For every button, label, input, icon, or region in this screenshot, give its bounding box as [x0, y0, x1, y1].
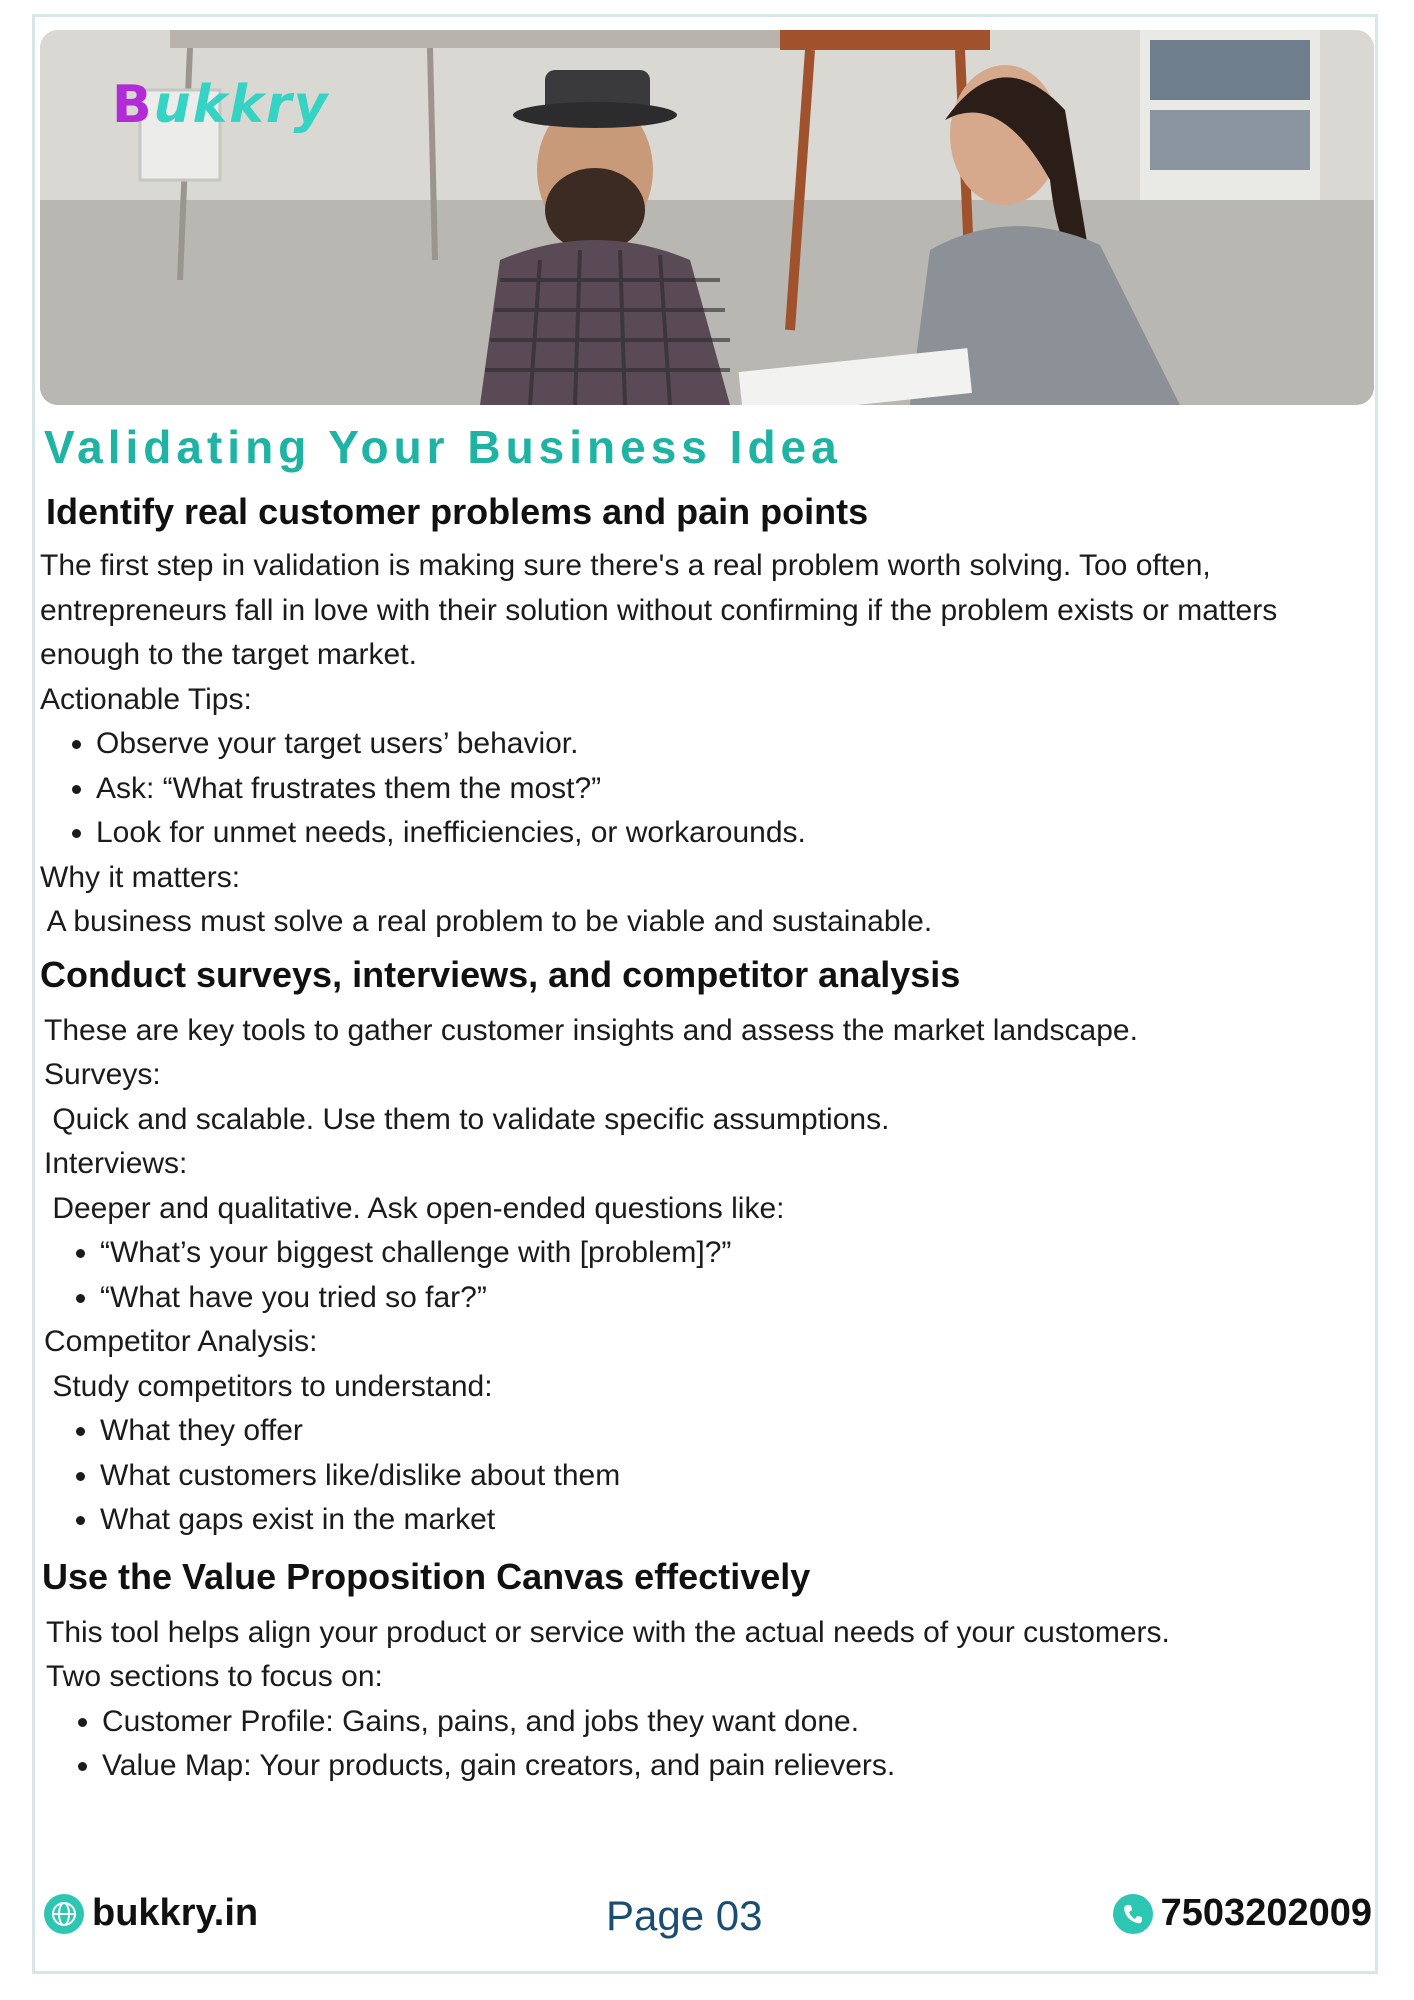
tips-list: [40, 722, 1370, 856]
website-link[interactable]: bukkry.in: [92, 1892, 259, 1934]
why-label: Why it matters:: [40, 860, 241, 894]
list-item: • What they offer: [100, 1409, 1370, 1454]
globe-icon: [44, 1894, 84, 1934]
section-research: [44, 1009, 1370, 1543]
phone-number[interactable]: 7503202009: [1160, 1892, 1372, 1934]
section-intro: These are key tools to gather customer insights and assess the market landscape.: [44, 1013, 1138, 1047]
page-number: Page 03: [606, 1892, 763, 1939]
section-intro: This tool helps align your product or service with the actual needs of your customers.: [46, 1615, 1170, 1649]
interviews-text: Deeper and qualitative. Ask open-ended questions like:: [44, 1191, 785, 1225]
list-item: • Observe your target users’ behavior.: [96, 722, 1370, 767]
list-item: • Ask: “What frustrates them the most?”: [96, 767, 1370, 812]
list-item: • “What have you tried so far?”: [100, 1276, 1370, 1321]
section-canvas: [42, 1555, 1370, 1789]
competitor-text: Study competitors to understand:: [44, 1369, 493, 1403]
surveys-text: Quick and scalable. Use them to validate specific assumptions.: [44, 1102, 890, 1136]
section-heading: Use the Value Proposition Canvas effectively: [42, 1555, 811, 1597]
focus-points-list: [46, 1700, 1370, 1789]
interviews-label: Interviews:: [44, 1147, 188, 1180]
why-text: A business must solve a real problem to be viable and sustainable.: [40, 905, 933, 938]
hero-photo: [40, 30, 1374, 405]
section-heading: Conduct surveys, interviews, and competitor analysis: [40, 953, 961, 995]
interview-questions-list: [44, 1231, 1370, 1320]
bukkry-logo: [112, 75, 329, 135]
competitor-label: Competitor Analysis:: [44, 1325, 318, 1358]
list-item: • Customer Profile: Gains, pains, and jobs they want done.: [102, 1700, 1370, 1745]
surveys-label: Surveys:: [44, 1058, 161, 1091]
section-problems: [46, 490, 1370, 534]
tips-label: Actionable Tips:: [40, 682, 252, 716]
section-intro: The first step in validation is making sure there's a real problem worth solving. Too often, entrepreneurs fall in love with their solution without confirming if the problem exists or matters enough to the target market.: [40, 549, 1278, 671]
list-item: • “What’s your biggest challenge with [problem]?”: [100, 1231, 1370, 1276]
phone-icon: [1113, 1894, 1153, 1934]
focus-label: Two sections to focus on:: [46, 1660, 383, 1693]
footer-website[interactable]: [44, 1892, 258, 1935]
competitor-points-list: [44, 1409, 1370, 1543]
section-heading: Identify real customer problems and pain points: [46, 491, 869, 532]
page-title: Validating Your Business Idea: [44, 421, 842, 473]
footer-phone[interactable]: [1113, 1892, 1372, 1935]
list-item: • What customers like/dislike about them: [100, 1454, 1370, 1499]
logo-initial: B: [112, 75, 154, 135]
list-item: • Look for unmet needs, inefficiencies, or workarounds.: [96, 811, 1370, 856]
list-item: • Value Map: Your products, gain creators, and pain relievers.: [102, 1744, 1370, 1789]
logo-text: ukkry: [153, 75, 330, 135]
list-item: • What gaps exist in the market: [100, 1498, 1370, 1543]
content: [40, 490, 1370, 1789]
